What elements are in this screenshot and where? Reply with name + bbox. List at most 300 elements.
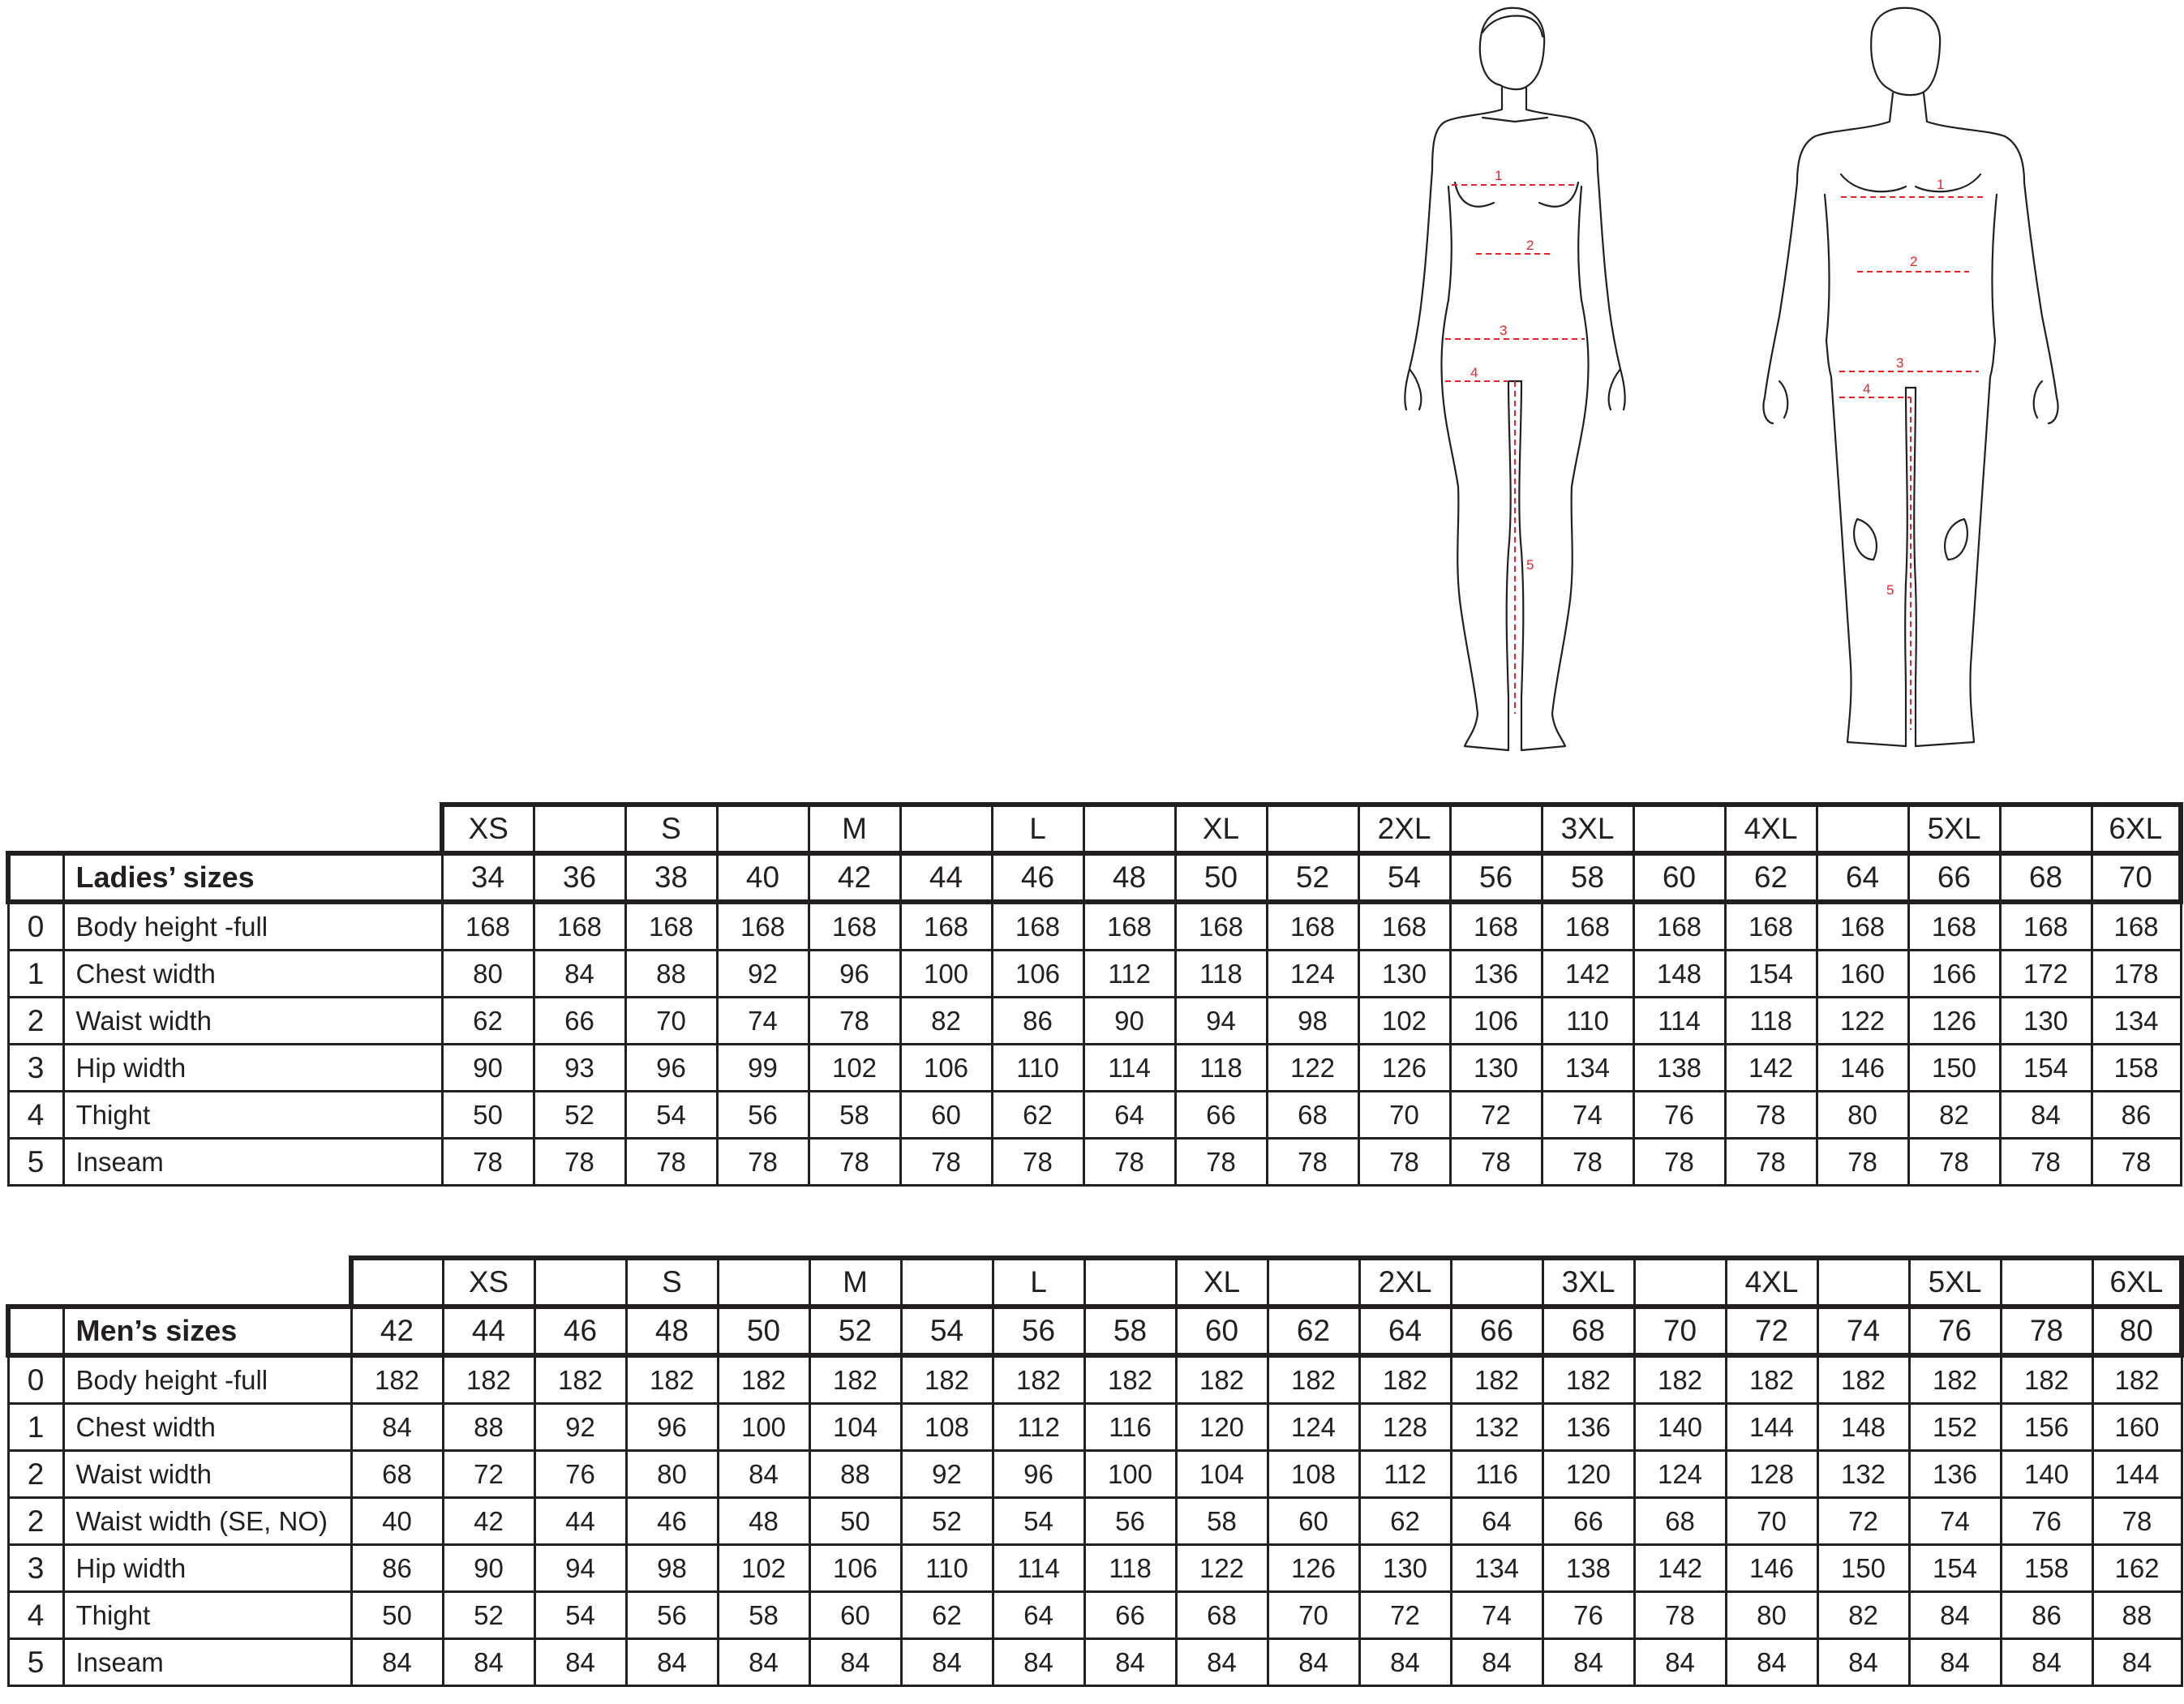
measurement-cell: 96 [809, 951, 900, 998]
numeric-size-cell: 58 [1084, 1307, 1176, 1355]
measurement-cell: 182 [1909, 1355, 2001, 1404]
measurement-cell: 86 [351, 1545, 443, 1592]
measurement-cell: 76 [1543, 1592, 1634, 1639]
measurement-cell: 66 [1543, 1498, 1634, 1545]
measurement-cell: 78 [717, 1139, 809, 1186]
letter-size-cell [1817, 1258, 1909, 1307]
measurement-cell: 118 [1175, 1045, 1267, 1092]
numeric-size-cell: 38 [625, 853, 717, 902]
numeric-size-cell: 36 [534, 853, 625, 902]
measurement-cell: 94 [1175, 998, 1267, 1045]
measurement-cell: 54 [993, 1498, 1084, 1545]
measurement-cell: 86 [2001, 1592, 2092, 1639]
measurement-cell: 158 [2092, 1045, 2181, 1092]
measurement-cell: 130 [1359, 1545, 1451, 1592]
measurement-cell: 58 [718, 1592, 809, 1639]
measurement-cell: 126 [1908, 998, 2000, 1045]
row-label: Waist width (SE, NO) [63, 1498, 351, 1545]
measurement-cell: 52 [534, 1092, 625, 1139]
measurement-cell: 150 [1908, 1045, 2000, 1092]
table-row [8, 1092, 2181, 1139]
measurement-cell: 114 [1633, 998, 1725, 1045]
numeric-size-cell: 50 [718, 1307, 809, 1355]
female-body-outline [1387, 0, 1646, 766]
letter-size-cell [718, 1258, 809, 1307]
measurement-cell: 168 [442, 902, 534, 951]
row-label: Chest width [63, 951, 442, 998]
numeric-size-cell: 64 [1359, 1307, 1451, 1355]
measurement-cell: 134 [1451, 1545, 1543, 1592]
measurement-cell: 134 [1542, 1045, 1633, 1092]
measurement-cell: 112 [1359, 1451, 1451, 1498]
numeric-size-cell: 52 [1267, 853, 1358, 902]
measurement-cell: 104 [809, 1404, 901, 1451]
measurement-cell: 84 [1817, 1639, 1909, 1686]
table-row [8, 1355, 2182, 1404]
measurement-cell: 166 [1908, 951, 2000, 998]
row-label: Waist width [63, 1451, 351, 1498]
measurement-cell: 72 [1359, 1592, 1451, 1639]
measurement-cell: 78 [2092, 1139, 2181, 1186]
letter-size-cell [2001, 1258, 2092, 1307]
measurement-cell: 108 [901, 1404, 993, 1451]
measurement-cell: 64 [993, 1592, 1084, 1639]
measurement-cell: 182 [1726, 1355, 1817, 1404]
measurement-cell: 182 [1176, 1355, 1268, 1404]
letter-size-cell: 6XL [2092, 1258, 2182, 1307]
measurement-cell: 84 [534, 951, 625, 998]
measurement-cell: 172 [2000, 951, 2092, 998]
measurement-cell: 66 [534, 998, 625, 1045]
table-title: Ladies’ sizes [63, 853, 442, 902]
male-marker-3: 3 [1896, 355, 1904, 371]
measurement-cell: 160 [1817, 951, 1908, 998]
letter-size-cell [1267, 805, 1358, 853]
measurement-cell: 104 [1176, 1451, 1268, 1498]
measurement-cell: 100 [1084, 1451, 1176, 1498]
letter-size-cell: 4XL [1726, 1258, 1817, 1307]
measurement-cell: 130 [2000, 998, 2092, 1045]
measurement-cell: 182 [901, 1355, 993, 1404]
measurement-cell: 136 [1543, 1404, 1634, 1451]
measurement-cell: 182 [534, 1355, 626, 1404]
measurement-cell: 96 [993, 1451, 1084, 1498]
measurement-cell: 52 [443, 1592, 534, 1639]
measurement-cell: 70 [1268, 1592, 1359, 1639]
numeric-size-cell: 62 [1725, 853, 1817, 902]
measurement-cell: 112 [1083, 951, 1175, 998]
measurement-cell: 106 [1450, 998, 1542, 1045]
measurement-cell: 48 [718, 1498, 809, 1545]
table-row [8, 902, 2181, 951]
row-index: 2 [8, 1451, 63, 1498]
numeric-size-cell: 48 [1083, 853, 1175, 902]
measurement-cell: 162 [2092, 1545, 2182, 1592]
row-label: Thight [63, 1592, 351, 1639]
letter-size-cell [534, 1258, 626, 1307]
measurement-cell: 93 [534, 1045, 625, 1092]
measurement-cell: 78 [900, 1139, 992, 1186]
measurement-cell: 168 [1542, 902, 1633, 951]
measurement-cell: 70 [1358, 1092, 1450, 1139]
measurement-cell: 82 [900, 998, 992, 1045]
row-label: Body height -full [63, 902, 442, 951]
measurement-cell: 142 [1725, 1045, 1817, 1092]
numeric-size-cell: 68 [1543, 1307, 1634, 1355]
measurement-cell: 130 [1450, 1045, 1542, 1092]
measurement-cell: 124 [1268, 1404, 1359, 1451]
table-row [8, 951, 2181, 998]
measurement-cell: 58 [1176, 1498, 1268, 1545]
ladies-numeric-size-row [8, 853, 2181, 902]
measurement-cell: 62 [1359, 1498, 1451, 1545]
measurement-cell: 78 [1725, 1139, 1817, 1186]
measurement-cell: 116 [1451, 1451, 1543, 1498]
measurement-cell: 182 [626, 1355, 718, 1404]
measurement-cell: 168 [625, 902, 717, 951]
measurement-cell: 182 [1451, 1355, 1543, 1404]
numeric-size-cell: 78 [2001, 1307, 2092, 1355]
measurement-cell: 82 [1908, 1092, 2000, 1139]
measurement-cell: 102 [718, 1545, 809, 1592]
numeric-size-cell: 64 [1817, 853, 1908, 902]
measurement-cell: 72 [443, 1451, 534, 1498]
letter-size-cell [534, 805, 625, 853]
letter-size-cell: XL [1176, 1258, 1268, 1307]
measurement-cell: 76 [1633, 1092, 1725, 1139]
row-index: 1 [8, 951, 63, 998]
measurement-cell: 98 [626, 1545, 718, 1592]
measurement-cell: 146 [1817, 1045, 1908, 1092]
measurement-cell: 80 [1817, 1092, 1908, 1139]
female-marker-1: 1 [1495, 168, 1503, 183]
measurement-cell: 80 [626, 1451, 718, 1498]
measurement-cell: 144 [1726, 1404, 1817, 1451]
measurement-cell: 84 [993, 1639, 1084, 1686]
letter-size-cell [1084, 1258, 1176, 1307]
numeric-size-cell: 56 [1450, 853, 1542, 902]
male-marker-4: 4 [1863, 381, 1871, 397]
table-row [8, 1545, 2182, 1592]
measurement-cell: 126 [1358, 1045, 1450, 1092]
measurement-cell: 78 [809, 1139, 900, 1186]
measurement-cell: 84 [718, 1639, 809, 1686]
measurement-cell: 182 [1084, 1355, 1176, 1404]
measurement-cell: 168 [1358, 902, 1450, 951]
measurement-cell: 150 [1817, 1545, 1909, 1592]
numeric-size-cell: 52 [809, 1307, 901, 1355]
measurement-cell: 168 [1633, 902, 1725, 951]
measurement-cell: 78 [992, 1139, 1083, 1186]
measurement-cell: 128 [1359, 1404, 1451, 1451]
letter-size-cell: 4XL [1725, 805, 1817, 853]
measurement-cell: 68 [351, 1451, 443, 1498]
measurement-cell: 60 [1268, 1498, 1359, 1545]
measurement-cell: 90 [442, 1045, 534, 1092]
letter-size-cell [2000, 805, 2092, 853]
measurement-cell: 56 [626, 1592, 718, 1639]
measurement-cell: 132 [1817, 1451, 1909, 1498]
letter-size-cell: M [809, 1258, 901, 1307]
row-index: 2 [8, 1498, 63, 1545]
measurement-cell: 86 [992, 998, 1083, 1045]
measurement-cell: 76 [2001, 1498, 2092, 1545]
measurement-cell: 118 [1725, 998, 1817, 1045]
letter-size-cell: 3XL [1542, 805, 1633, 853]
measurement-cell: 182 [1543, 1355, 1634, 1404]
letter-size-cell [1083, 805, 1175, 853]
table-row [8, 1451, 2182, 1498]
measurement-cell: 78 [2000, 1139, 2092, 1186]
letter-size-cell [1451, 1258, 1543, 1307]
measurement-cell: 138 [1633, 1045, 1725, 1092]
measurement-cell: 182 [993, 1355, 1084, 1404]
measurement-cell: 134 [2092, 998, 2181, 1045]
row-label: Hip width [63, 1545, 351, 1592]
measurement-cell: 78 [2092, 1498, 2182, 1545]
measurement-cell: 84 [2000, 1092, 2092, 1139]
measurement-cell: 144 [2092, 1451, 2182, 1498]
measurement-cell: 168 [1175, 902, 1267, 951]
female-body-figure [1387, 0, 1646, 766]
measurement-cell: 84 [1359, 1639, 1451, 1686]
row-index: 4 [8, 1592, 63, 1639]
measurement-cell: 136 [1909, 1451, 2001, 1498]
measurement-cell: 110 [1542, 998, 1633, 1045]
letter-size-cell [900, 805, 992, 853]
measurement-cell: 88 [809, 1451, 901, 1498]
measurement-cell: 70 [1726, 1498, 1817, 1545]
ladies-letter-size-row [8, 805, 2181, 853]
measurement-cell: 182 [718, 1355, 809, 1404]
measurement-cell: 116 [1084, 1404, 1176, 1451]
male-marker-5: 5 [1886, 582, 1894, 598]
measurement-cell: 50 [351, 1592, 443, 1639]
measurement-cell: 96 [626, 1404, 718, 1451]
measurement-cell: 54 [534, 1592, 626, 1639]
measurement-cell: 168 [1908, 902, 2000, 951]
measurement-cell: 68 [1634, 1498, 1726, 1545]
measurement-cell: 60 [809, 1592, 901, 1639]
measurement-cell: 56 [717, 1092, 809, 1139]
measurement-cell: 128 [1726, 1451, 1817, 1498]
measurement-cell: 78 [1634, 1592, 1726, 1639]
row-label: Body height -full [63, 1355, 351, 1404]
measurement-cell: 82 [1817, 1592, 1909, 1639]
measurement-cell: 52 [901, 1498, 993, 1545]
numeric-size-cell: 76 [1909, 1307, 2001, 1355]
measurement-cell: 78 [1083, 1139, 1175, 1186]
letter-size-cell: XL [1175, 805, 1267, 853]
measurement-cell: 92 [717, 951, 809, 998]
measurement-cell: 70 [625, 998, 717, 1045]
letter-size-cell: XS [443, 1258, 534, 1307]
measurement-cell: 78 [1817, 1139, 1908, 1186]
measurement-cell: 114 [1083, 1045, 1175, 1092]
measurement-cell: 168 [1725, 902, 1817, 951]
measurement-cell: 66 [1175, 1092, 1267, 1139]
numeric-size-cell: 40 [717, 853, 809, 902]
measurement-cell: 78 [1908, 1139, 2000, 1186]
measurement-cell: 64 [1451, 1498, 1543, 1545]
numeric-size-cell: 34 [442, 853, 534, 902]
measurement-cell: 62 [992, 1092, 1083, 1139]
letter-size-cell [1450, 805, 1542, 853]
measurement-cell: 114 [993, 1545, 1084, 1592]
measurement-cell: 54 [625, 1092, 717, 1139]
measurement-cell: 120 [1543, 1451, 1634, 1498]
measurement-cell: 44 [534, 1498, 626, 1545]
row-index: 1 [8, 1404, 63, 1451]
measurement-cell: 156 [2001, 1404, 2092, 1451]
measurement-cell: 168 [992, 902, 1083, 951]
measurement-cell: 178 [2092, 951, 2181, 998]
table-row [8, 998, 2181, 1045]
measurement-cell: 168 [1083, 902, 1175, 951]
measurement-cell: 182 [1268, 1355, 1359, 1404]
measurement-cell: 86 [2092, 1092, 2181, 1139]
ladies-size-table [6, 802, 2183, 1187]
measurement-cell: 84 [1909, 1639, 2001, 1686]
measurement-cell: 99 [717, 1045, 809, 1092]
row-index: 5 [8, 1139, 63, 1186]
measurement-cell: 182 [809, 1355, 901, 1404]
measurement-cell: 168 [1267, 902, 1358, 951]
row-label: Waist width [63, 998, 442, 1045]
measurement-cell: 84 [1176, 1639, 1268, 1686]
mens-size-table [6, 1255, 2184, 1687]
measurement-cell: 168 [1817, 902, 1908, 951]
measurement-cell: 76 [534, 1451, 626, 1498]
measurement-cell: 78 [534, 1139, 625, 1186]
row-index: 3 [8, 1045, 63, 1092]
measurement-cell: 46 [626, 1498, 718, 1545]
measurement-cell: 106 [992, 951, 1083, 998]
row-index: 5 [8, 1639, 63, 1686]
male-marker-1: 1 [1937, 177, 1945, 192]
measurement-cell: 84 [1084, 1639, 1176, 1686]
measurement-cell: 182 [351, 1355, 443, 1404]
measurement-cell: 84 [351, 1639, 443, 1686]
letter-size-cell [1634, 1258, 1726, 1307]
row-label: Inseam [63, 1139, 442, 1186]
measurement-cell: 168 [534, 902, 625, 951]
numeric-size-cell: 46 [534, 1307, 626, 1355]
numeric-size-cell: 44 [443, 1307, 534, 1355]
row-index: 4 [8, 1092, 63, 1139]
numeric-size-cell: 60 [1633, 853, 1725, 902]
letter-size-cell: 5XL [1908, 805, 2000, 853]
row-label: Inseam [63, 1639, 351, 1686]
row-index: 0 [8, 902, 63, 951]
measurement-cell: 152 [1909, 1404, 2001, 1451]
measurement-cell: 168 [717, 902, 809, 951]
measurement-cell: 158 [2001, 1545, 2092, 1592]
letter-size-cell: L [993, 1258, 1084, 1307]
letter-size-cell: 2XL [1359, 1258, 1451, 1307]
measurement-cell: 142 [1634, 1545, 1726, 1592]
measurement-cell: 182 [1634, 1355, 1726, 1404]
table-row [8, 1045, 2181, 1092]
measurement-cell: 88 [2092, 1592, 2182, 1639]
row-label: Hip width [63, 1045, 442, 1092]
measurement-cell: 84 [534, 1639, 626, 1686]
measurement-cell: 94 [534, 1545, 626, 1592]
numeric-size-cell: 68 [2000, 853, 2092, 902]
measurement-cell: 78 [1267, 1139, 1358, 1186]
measurement-cell: 154 [2000, 1045, 2092, 1092]
measurement-cell: 168 [900, 902, 992, 951]
measurement-cell: 146 [1726, 1545, 1817, 1592]
numeric-size-cell: 44 [900, 853, 992, 902]
table-row [8, 1498, 2182, 1545]
measurement-cell: 84 [1268, 1639, 1359, 1686]
measurement-cell: 122 [1817, 998, 1908, 1045]
numeric-size-cell: 70 [2092, 853, 2181, 902]
letter-size-cell: 3XL [1543, 1258, 1634, 1307]
mens-data-rows [8, 1355, 2182, 1686]
measurement-cell: 74 [717, 998, 809, 1045]
numeric-size-cell: 66 [1908, 853, 2000, 902]
male-marker-2: 2 [1910, 254, 1918, 269]
measurement-cell: 84 [351, 1404, 443, 1451]
measurement-cell: 130 [1358, 951, 1450, 998]
measurement-cell: 78 [1633, 1139, 1725, 1186]
measurement-cell: 58 [809, 1092, 900, 1139]
measurement-cell: 140 [2001, 1451, 2092, 1498]
male-body-figure [1744, 0, 2076, 766]
table-row [8, 1639, 2182, 1686]
numeric-size-cell: 62 [1268, 1307, 1359, 1355]
measurement-cell: 68 [1176, 1592, 1268, 1639]
female-marker-3: 3 [1500, 323, 1508, 338]
measurement-cell: 42 [443, 1498, 534, 1545]
measurement-cell: 62 [442, 998, 534, 1045]
measurement-cell: 60 [900, 1092, 992, 1139]
letter-size-cell [1633, 805, 1725, 853]
measurement-cell: 78 [1450, 1139, 1542, 1186]
measurement-cell: 168 [1450, 902, 1542, 951]
letter-size-cell: 5XL [1909, 1258, 2001, 1307]
measurement-cell: 40 [351, 1498, 443, 1545]
measurement-cell: 102 [809, 1045, 900, 1092]
numeric-size-cell: 74 [1817, 1307, 1909, 1355]
letter-size-cell: S [626, 1258, 718, 1307]
measurement-cell: 138 [1543, 1545, 1634, 1592]
measurement-cell: 80 [1726, 1592, 1817, 1639]
measurement-cell: 84 [2001, 1639, 2092, 1686]
measurement-cell: 84 [718, 1451, 809, 1498]
letter-size-cell [1268, 1258, 1359, 1307]
measurement-cell: 78 [1725, 1092, 1817, 1139]
measurement-cell: 84 [2092, 1639, 2182, 1686]
measurement-cell: 124 [1634, 1451, 1726, 1498]
numeric-size-cell: 50 [1175, 853, 1267, 902]
letter-size-cell: 6XL [2092, 805, 2181, 853]
measurement-cell: 106 [900, 1045, 992, 1092]
measurement-cell: 72 [1817, 1498, 1909, 1545]
row-index: 2 [8, 998, 63, 1045]
measurement-cell: 142 [1542, 951, 1633, 998]
measurement-cell: 118 [1084, 1545, 1176, 1592]
measurement-cell: 84 [443, 1639, 534, 1686]
measurement-cell: 78 [809, 998, 900, 1045]
measurement-cell: 78 [625, 1139, 717, 1186]
numeric-size-cell: 80 [2092, 1307, 2182, 1355]
numeric-size-cell: 66 [1451, 1307, 1543, 1355]
numeric-size-cell: 42 [809, 853, 900, 902]
measurement-cell: 84 [1451, 1639, 1543, 1686]
